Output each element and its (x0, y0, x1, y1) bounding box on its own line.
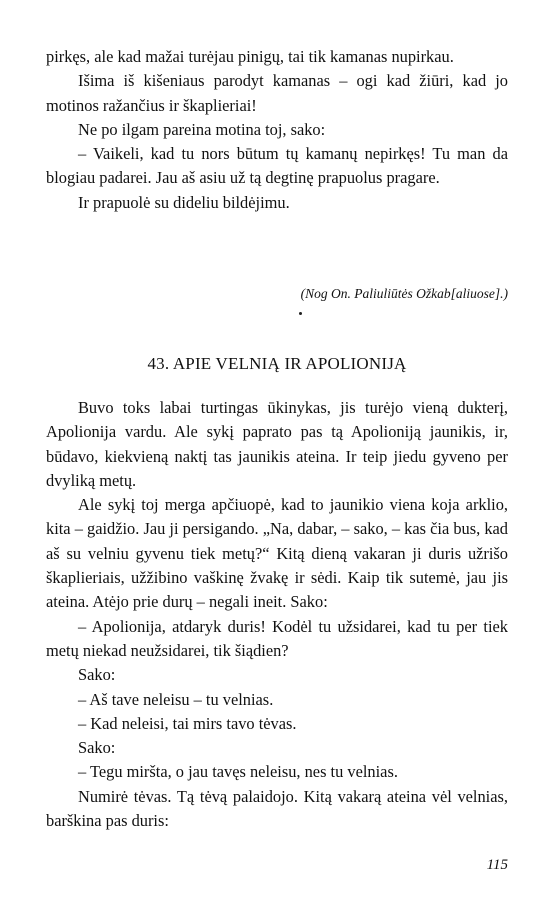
paragraph: Sako: (78, 738, 116, 758)
paragraph: Sako: (78, 665, 116, 685)
paragraph: Išima iš kišeniaus parodyt kamanas – ogi kad žiūri, kad jo motinos ražančius ir škaplieriai! (46, 71, 508, 115)
paragraph: – Aš tave neleisu – tu velnias. (78, 689, 274, 709)
separator-dot (299, 312, 302, 315)
story-body (46, 396, 508, 833)
source-note: (Nog On. Paliuliūtės Ožkab[aliuose].) (300, 286, 508, 301)
paragraph: – Kad neleisi, tai mirs tavo tėvas. (78, 713, 297, 733)
paragraph: Ale sykį toj merga apčiuopė, kad to jaunikio viena koja arklio, kita – gaidžio. Jau ji persigando. „Na, dabar, – sako, – kas čia bus, kad aš su velniu gyvenu tiek metų?“ Kitą dieną vakaran ji duris užrišo škaplieriais, užžibino vaškinę žvakę ir sėdi. Kaip tik sutemė, jau jis ateina. Atėjo prie durų – negali ineit. Sako: (46, 495, 508, 612)
paragraph: – Vaikeli, kad tu nors būtum tų kamanų nepirkęs! Tu man da blogiau padarei. Jau aš asiu už tą degtinę prapuolus pragare. (46, 144, 508, 188)
paragraph: Ir prapuolė su dideliu bildėjimu. (78, 192, 290, 212)
story-heading: 43. APIE VELNIĄ IR APOLIONIJĄ (147, 354, 407, 373)
paragraph: Ne po ilgam pareina motina toj, sako: (78, 119, 326, 139)
previous-story-ending (46, 45, 508, 215)
page-number: 115 (486, 857, 508, 873)
paragraph: – Tegu miršta, o jau tavęs neleisu, nes tu velnias. (78, 762, 398, 782)
paragraph: Numirė tėvas. Tą tėvą palaidojo. Kitą vakarą ateina vėl velnias, barškina pas duris: (46, 786, 508, 831)
paragraph: Buvo toks labai turtingas ūkinykas, jis turėjo vieną dukterį, Apolionija vardu. Ale sykį paprato pas tą Apolioniją jaunikis, ir, būdavo, kiekvieną naktį tas jaunikis ateina. Ir teip jiedu gyveno per dvyliką metų. (46, 398, 508, 490)
paragraph: – Apolionija, atdaryk duris! Kodėl tu užsidarei, kad tu per tiek metų niekad neužsidarei, tik šiądien? (46, 616, 508, 660)
paragraph: pirkęs, ale kad mažai turėjau pinigų, tai tik kamanas nupirkau. (46, 47, 454, 66)
